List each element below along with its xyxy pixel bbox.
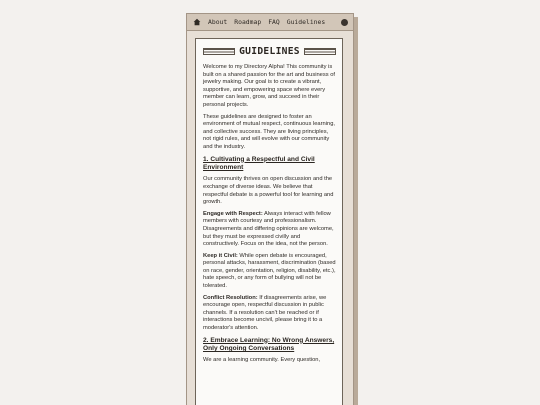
guidelines-card: [195, 38, 343, 405]
app-window: [186, 13, 354, 405]
page-title: GUIDELINES: [239, 46, 300, 57]
item-text: Always interact with fellow members with courtesy and professionalism. Disagreements and differing opinions are welcome, but they must be expressed civilly and constructively. Focus on the idea, not the person.: [203, 210, 334, 248]
nav-link-about[interactable]: About: [208, 18, 228, 26]
intro-paragraph-2: These guidelines are designed to foster an environment of mutual respect, continuous learning, and collective success. They are living principles, not rigid rules, and will evolve with our community and the industry.: [203, 113, 336, 150]
item-label: Engage with Respect:: [203, 210, 263, 217]
section-1-item-civil: [203, 253, 336, 291]
intro-paragraph-1: Welcome to my Directory Alpha! This community is built on a shared passion for the art and business of jewelry making. Our goal is to create a vibrant, supportive, and empowering space where every member can learn, grow, and succeed in their personal projects.: [203, 64, 336, 108]
item-text: If disagreements arise, we encourage open, respectful discussion in public channels. If a resolution can't be reached or if interactions become uncivil, please bring it to a moderator's attention.: [203, 294, 327, 332]
title-decoration-right: [304, 48, 336, 55]
guidelines-content: [203, 64, 336, 365]
home-icon[interactable]: [192, 17, 202, 27]
item-label: Conflict Resolution:: [203, 294, 258, 301]
item-text: While open debate is encouraged, personal attacks, harassment, discrimination (based on race, gender, orientation, religion, disability, etc.), hate speech, or any form of bullying will not be tolerated.: [203, 252, 336, 290]
title-decoration-left: [203, 48, 235, 55]
section-2-body: We are a learning community. Every question,: [203, 357, 321, 364]
theme-toggle-icon[interactable]: [341, 19, 348, 26]
nav-link-guidelines[interactable]: Guidelines: [286, 18, 326, 26]
nav-link-roadmap[interactable]: Roadmap: [234, 18, 262, 26]
nav-link-faq[interactable]: FAQ: [268, 18, 280, 26]
section-1-body: Our community thrives on open discussion and the exchange of diverse ideas. We believe that respectful debate is a powerful tool for learning and growth.: [203, 176, 334, 206]
section-1-heading: 1. Cultivating a Respectful and Civil Environment: [203, 155, 315, 171]
section-2-heading: 2. Embrace Learning: No Wrong Answers, Only Ongoing Conversations: [203, 336, 335, 353]
page-title-row: [203, 46, 336, 57]
section-1-item-respect: [203, 211, 336, 249]
section-1-item-conflict: [203, 295, 336, 333]
top-navbar: [187, 14, 353, 31]
item-label: Keep it Civil:: [203, 252, 238, 259]
